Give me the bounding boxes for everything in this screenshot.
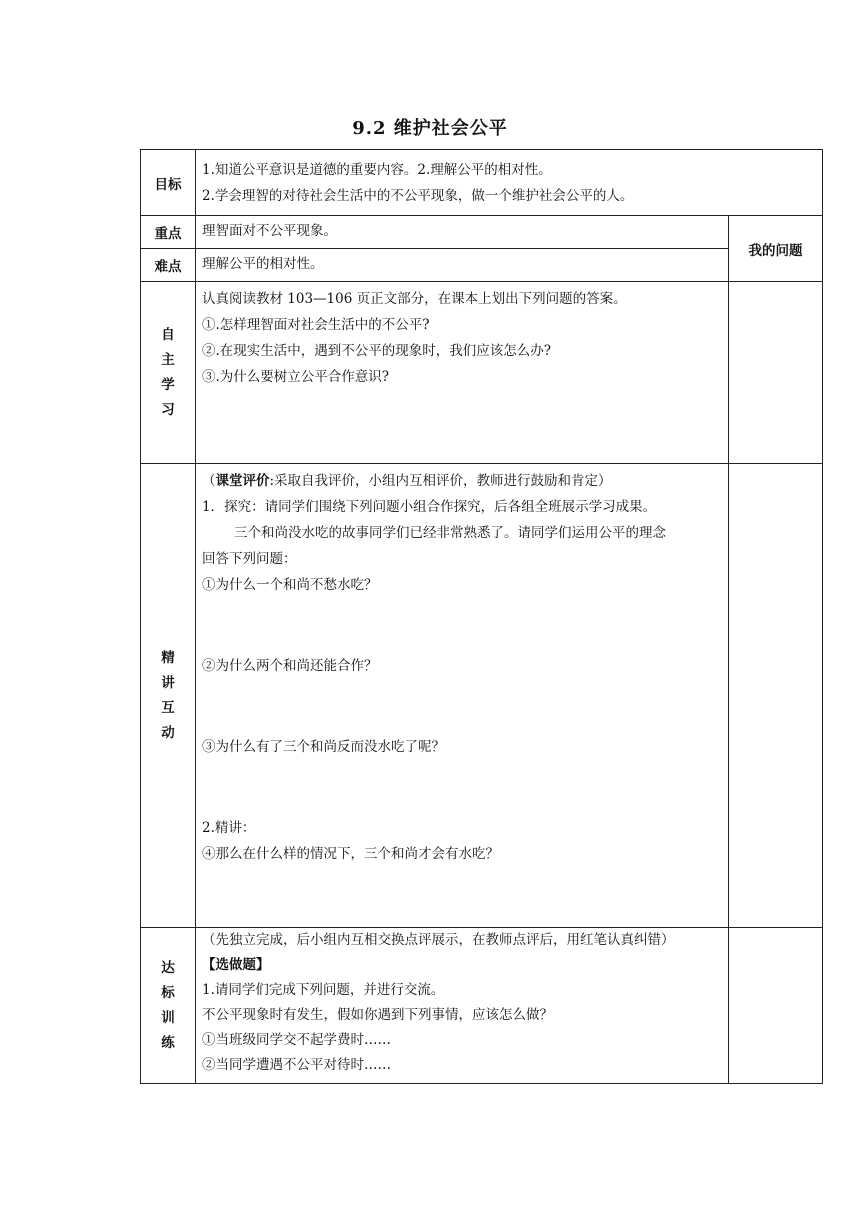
training-notes (729, 928, 823, 1084)
question-4: ④那么在什么样的情况下，三个和尚才会有水吃？ (202, 846, 499, 862)
training-label (141, 928, 196, 1084)
answer-space-2 (202, 679, 722, 734)
story-text: 三个和尚没水吃的故事同学们已经非常熟悉了。请同学们运用公平的理念 (234, 525, 666, 541)
answer-space-3 (202, 760, 722, 815)
self-study-row (141, 282, 823, 464)
lesson-plan-table (140, 149, 823, 1084)
story-text-2: 回答下列问题： (202, 551, 297, 567)
interaction-char-2: 讲 (161, 674, 175, 691)
interaction-row (141, 464, 823, 928)
class-evaluation (202, 468, 722, 494)
goal-row (141, 150, 823, 216)
answer-space-1 (202, 598, 722, 653)
page-title: 9.2 维护社会公平 (352, 118, 508, 139)
interaction-notes (729, 464, 823, 928)
training-prompt: 不公平现象时有发生，假如你遇到下列事情，应该怎么做？ (202, 1007, 553, 1023)
self-study-intro: 认真阅读教材 103—106 页正文部分，在课本上划出下列问题的答案。 (202, 291, 627, 307)
interaction-label (141, 464, 196, 928)
training-item-2: ②当同学遭遇不公平对待时…… (202, 1057, 391, 1073)
eval-prefix: （ (202, 473, 216, 489)
self-study-notes (729, 282, 823, 464)
interaction-char-3: 互 (161, 699, 175, 716)
difficulty-content (196, 249, 729, 282)
self-study-question-1: ①.怎样理智面对社会生活中的不公平? (202, 317, 430, 333)
goal-label: 目标 (141, 150, 196, 216)
focus-content (196, 216, 729, 249)
training-row (141, 928, 823, 1084)
difficulty-text: 理解公平的相对性。 (202, 256, 324, 272)
eval-bold: 课堂评价 (215, 473, 270, 489)
training-char-3: 训 (161, 1009, 175, 1026)
lecture-heading: 2.精讲： (202, 820, 256, 836)
training-instruction: （先独立完成，后小组内互相交换点评展示，在教师点评后，用红笔认真纠错） (202, 932, 675, 948)
focus-text: 理智面对不公平现象。 (202, 223, 337, 239)
self-study-content (196, 282, 729, 464)
training-section: 【选做题】 (202, 957, 270, 973)
difficulty-label: 难点 (141, 249, 196, 282)
difficulty-row (141, 249, 823, 282)
training-char-4: 练 (161, 1034, 175, 1051)
self-study-question-3: ③.为什么要树立公平合作意识? (202, 369, 390, 385)
goal-line-1: 1.知道公平意识是道德的重要内容。2.理解公平的相对性。 (202, 162, 552, 178)
interaction-char-1: 精 (161, 649, 175, 666)
focus-row (141, 216, 823, 249)
self-study-char-2: 主 (161, 351, 175, 368)
self-study-char-3: 学 (161, 376, 175, 393)
training-item-1: ①当班级同学交不起学费时…… (202, 1032, 391, 1048)
goal-line-2: 2.学会理智的对待社会生活中的不公平现象，做一个维护社会公平的人。 (202, 188, 634, 204)
self-study-question-2: ②.在现实生活中，遇到不公平的现象时，我们应该怎么办? (202, 343, 552, 359)
question-1: ①为什么一个和尚不愁水吃？ (202, 577, 378, 593)
goal-content (196, 150, 823, 216)
explore-task: 1．探究：请同学们围绕下列问题小组合作探究，后各组全班展示学习成果。 (202, 499, 657, 515)
self-study-char-1: 自 (161, 326, 175, 343)
question-2: ②为什么两个和尚还能合作？ (202, 658, 378, 674)
training-content (196, 928, 729, 1084)
training-char-2: 标 (161, 984, 175, 1001)
training-task: 1.请同学们完成下列问题，并进行交流。 (202, 982, 445, 998)
my-questions-label: 我的问题 (729, 216, 823, 282)
self-study-label (141, 282, 196, 464)
training-char-1: 达 (161, 959, 175, 976)
self-study-char-4: 习 (161, 401, 175, 418)
interaction-char-4: 动 (161, 724, 175, 741)
question-3: ③为什么有了三个和尚反而没水吃了呢？ (202, 739, 445, 755)
focus-label: 重点 (141, 216, 196, 249)
eval-rest: :采取自我评价，小组内互相评价，教师进行鼓励和肯定） (269, 473, 612, 489)
interaction-content (196, 464, 729, 928)
